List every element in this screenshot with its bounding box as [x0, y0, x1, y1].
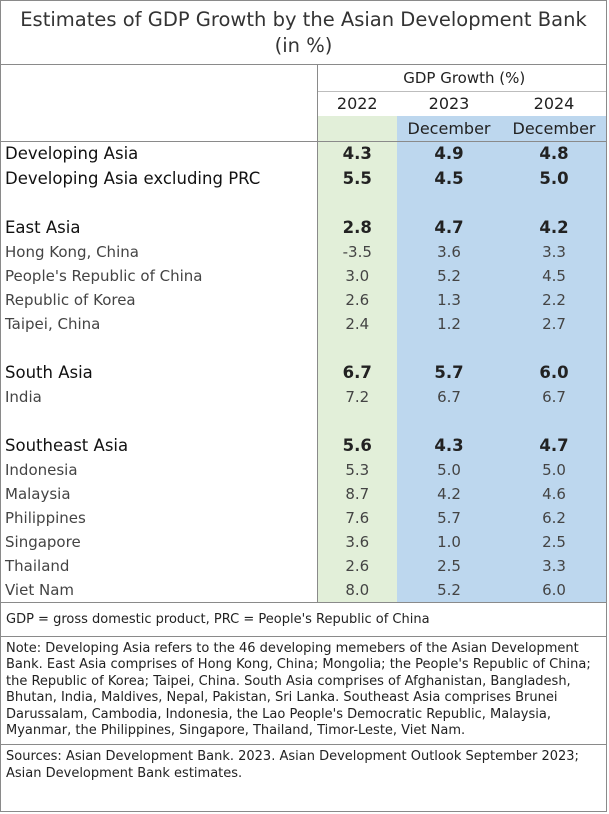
value-2024: 4.8 [501, 141, 607, 166]
value-2022: 5.3 [317, 458, 397, 482]
value-2024: 5.0 [501, 166, 607, 191]
row-label: Hong Kong, China [1, 240, 317, 264]
value-2023: 5.0 [397, 458, 501, 482]
table-row [1, 530, 607, 554]
table-row [1, 385, 607, 409]
value-2023: 5.7 [397, 360, 501, 385]
row-label: East Asia [1, 215, 317, 240]
value-2023: 1.2 [397, 312, 501, 336]
header-blank-cell [1, 65, 317, 91]
row-label: Thailand [1, 554, 317, 578]
table-title [1, 1, 606, 65]
row-label: Malaysia [1, 482, 317, 506]
value-2023: 5.2 [397, 578, 501, 602]
value-2022: 4.3 [317, 141, 397, 166]
value-2024: 3.3 [501, 554, 607, 578]
header-sub-2022 [317, 116, 397, 141]
value-2023: 6.7 [397, 385, 501, 409]
value-2024: 4.6 [501, 482, 607, 506]
row-label: Developing Asia [1, 141, 317, 166]
row-label: Taipei, China [1, 312, 317, 336]
row-label: Southeast Asia [1, 433, 317, 458]
value-2024: 5.0 [501, 458, 607, 482]
table-row [1, 166, 607, 191]
gdp-growth-table [1, 65, 607, 603]
value-2023: 5.2 [397, 264, 501, 288]
row-label: Viet Nam [1, 578, 317, 602]
value-2023: 1.3 [397, 288, 501, 312]
value-2024: 2.2 [501, 288, 607, 312]
value-2022: 6.7 [317, 360, 397, 385]
title-line-1: Estimates of GDP Growth by the Asian Development Bank [20, 7, 587, 31]
header-row-sub [1, 116, 607, 141]
footnotes [1, 603, 606, 788]
value-2023: 4.7 [397, 215, 501, 240]
value-2023: 4.5 [397, 166, 501, 191]
table-row [1, 141, 607, 166]
value-2024: 4.7 [501, 433, 607, 458]
value-2024: 6.7 [501, 385, 607, 409]
value-2022: 7.2 [317, 385, 397, 409]
value-2024: 4.5 [501, 264, 607, 288]
value-2024: 4.2 [501, 215, 607, 240]
table-row [1, 360, 607, 385]
sources-note: Sources: Asian Development Bank. 2023. Asian Development Outlook September 2023; Asian Development Bank estimates. [1, 744, 606, 787]
value-2023: 3.6 [397, 240, 501, 264]
header-row-years [1, 91, 607, 116]
value-2024: 3.3 [501, 240, 607, 264]
table-row [1, 288, 607, 312]
value-2022: 8.0 [317, 578, 397, 602]
header-year-2024: 2024 [533, 94, 575, 114]
table-row [1, 433, 607, 458]
header-row-group [1, 65, 607, 91]
header-sub-2023: December [397, 116, 501, 141]
value-2024: 6.0 [501, 578, 607, 602]
value-2022: 2.6 [317, 288, 397, 312]
table-row [1, 240, 607, 264]
header-gdp-growth: GDP Growth (%) [317, 65, 607, 91]
value-2022: 2.4 [317, 312, 397, 336]
value-2023: 4.3 [397, 433, 501, 458]
row-label: Indonesia [1, 458, 317, 482]
value-2023: 2.5 [397, 554, 501, 578]
value-2023: 5.7 [397, 506, 501, 530]
row-label: South Asia [1, 360, 317, 385]
value-2023: 4.2 [397, 482, 501, 506]
table-row [1, 215, 607, 240]
table-row [1, 312, 607, 336]
spacer-row [1, 409, 607, 433]
value-2022: 5.5 [317, 166, 397, 191]
value-2022: 5.6 [317, 433, 397, 458]
row-label: People's Republic of China [1, 264, 317, 288]
value-2024: 2.5 [501, 530, 607, 554]
table-row [1, 578, 607, 602]
table-row [1, 506, 607, 530]
table-row [1, 264, 607, 288]
value-2022: 2.6 [317, 554, 397, 578]
value-2022: 3.6 [317, 530, 397, 554]
value-2023: 4.9 [397, 141, 501, 166]
value-2024: 2.7 [501, 312, 607, 336]
title-line-2: (in %) [274, 33, 333, 57]
abbreviations-note: GDP = gross domestic product, PRC = People's Republic of China [6, 611, 430, 627]
row-label: India [1, 385, 317, 409]
value-2022: -3.5 [317, 240, 397, 264]
spacer-row [1, 336, 607, 360]
value-2024: 6.0 [501, 360, 607, 385]
value-2023: 1.0 [397, 530, 501, 554]
row-label: Republic of Korea [1, 288, 317, 312]
row-label: Developing Asia excluding PRC [1, 166, 317, 191]
value-2024: 6.2 [501, 506, 607, 530]
definitions-note: Note: Developing Asia refers to the 46 developing memebers of the Asian Development Bank. East Asia comprises of Hong Kong, China; Mongolia; the People's Republic of China; the Republic of Korea; Taipei, China. South Asia comprises of Afghanistan, Bangladesh, Bhutan, India, Maldives, Nepal, Pakistan, Sri Lanka. Southeast Asia comprises Brunei Darussalam, Cambodia, Indonesia, the Lao People's Democratic Republic, Malaysia, Myanmar, the Philippines, Singapore, Thailand, Timor-Leste, Viet Nam. [1, 636, 606, 744]
header-sub-2024: December [501, 116, 607, 141]
value-2022: 7.6 [317, 506, 397, 530]
value-2022: 3.0 [317, 264, 397, 288]
table-row [1, 482, 607, 506]
spacer-row [1, 191, 607, 215]
header-year-2023: 2023 [428, 94, 470, 114]
header-year-2022: 2022 [336, 94, 378, 114]
row-label: Singapore [1, 530, 317, 554]
table-row [1, 458, 607, 482]
value-2022: 8.7 [317, 482, 397, 506]
row-label: Philippines [1, 506, 317, 530]
table-row [1, 554, 607, 578]
value-2022: 2.8 [317, 215, 397, 240]
